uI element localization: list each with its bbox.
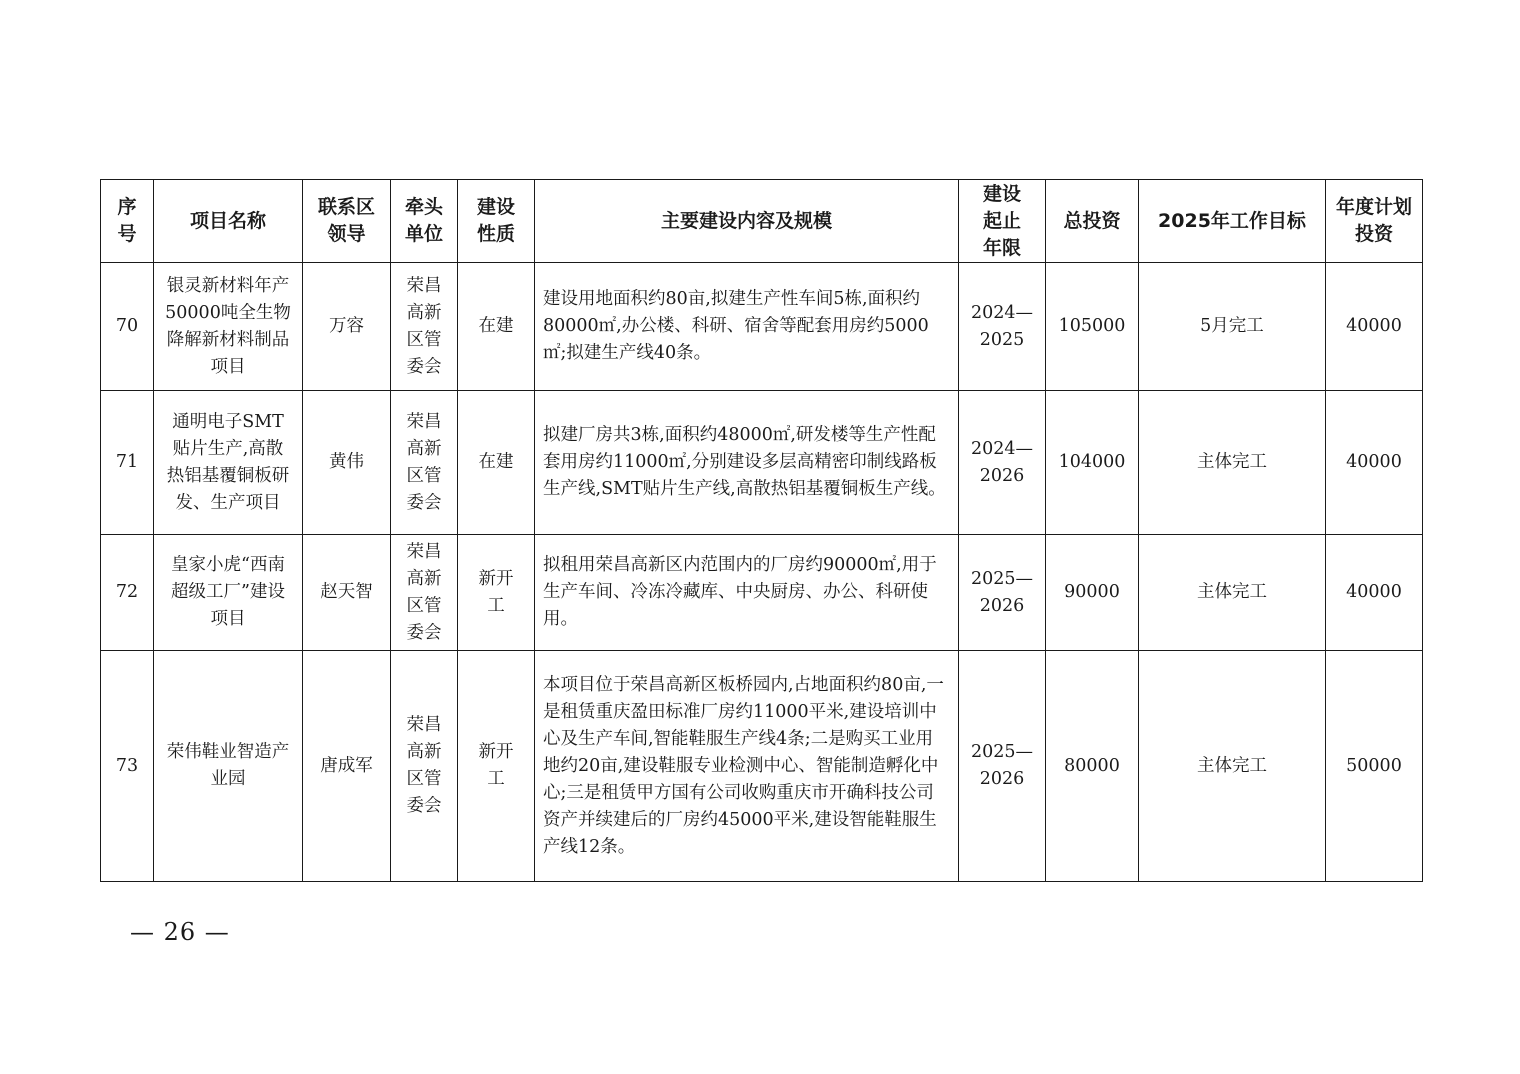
table-row: [101, 263, 1423, 391]
work-target: 5月完工: [1139, 263, 1326, 391]
work-target: 主体完工: [1139, 391, 1326, 535]
contact-leader: 赵天智: [303, 535, 391, 651]
project-name: 银灵新材料年产50000吨全生物降解新材料制品项目: [154, 263, 303, 391]
project-name: 通明电子SMT贴片生产,高散热铝基覆铜板研发、生产项目: [154, 391, 303, 535]
contact-leader: 黄伟: [303, 391, 391, 535]
lead-unit: 荣昌高新区管委会: [391, 651, 458, 882]
construction-nature: 在建: [458, 391, 535, 535]
annual-investment: 40000: [1326, 535, 1423, 651]
table-row: [101, 651, 1423, 882]
table-header-row: [101, 180, 1423, 263]
row-number: 71: [101, 391, 154, 535]
row-number: 72: [101, 535, 154, 651]
row-number: 73: [101, 651, 154, 882]
header-cell: 牵头单位: [391, 180, 458, 263]
page-number: — 26 —: [130, 918, 230, 946]
construction-period: 2025—2026: [959, 651, 1046, 882]
construction-content: 拟租用荣昌高新区内范围内的厂房约90000㎡,用于生产车间、冷冻冷藏库、中央厨房、办公、科研使用。: [535, 535, 959, 651]
header-cell: 建设性质: [458, 180, 535, 263]
construction-period: 2024—2026: [959, 391, 1046, 535]
row-number: 70: [101, 263, 154, 391]
project-name: 皇家小虎“西南超级工厂”建设项目: [154, 535, 303, 651]
table-row: [101, 535, 1423, 651]
table-row: [101, 391, 1423, 535]
lead-unit: 荣昌高新区管委会: [391, 263, 458, 391]
total-investment: 90000: [1046, 535, 1139, 651]
annual-investment: 40000: [1326, 263, 1423, 391]
construction-content: 拟建厂房共3栋,面积约48000㎡,研发楼等生产性配套用房约11000㎡,分别建设多层高精密印制线路板生产线,SMT贴片生产线,高散热铝基覆铜板生产线。: [535, 391, 959, 535]
construction-nature: 在建: [458, 263, 535, 391]
construction-content: 建设用地面积约80亩,拟建生产性车间5栋,面积约80000㎡,办公楼、科研、宿舍等配套用房约5000㎡;拟建生产线40条。: [535, 263, 959, 391]
header-cell: 联系区领导: [303, 180, 391, 263]
header-cell: 建设起止年限: [959, 180, 1046, 263]
total-investment: 105000: [1046, 263, 1139, 391]
construction-nature: 新开工: [458, 651, 535, 882]
project-table: [100, 179, 1423, 882]
lead-unit: 荣昌高新区管委会: [391, 535, 458, 651]
project-name: 荣伟鞋业智造产业园: [154, 651, 303, 882]
contact-leader: 唐成军: [303, 651, 391, 882]
header-cell: 主要建设内容及规模: [535, 180, 959, 263]
work-target: 主体完工: [1139, 535, 1326, 651]
header-cell: 2025年工作目标: [1139, 180, 1326, 263]
construction-content: 本项目位于荣昌高新区板桥园内,占地面积约80亩,一是租赁重庆盈田标准厂房约11000平米,建设培训中心及生产车间,智能鞋服生产线4条;二是购买工业用地约20亩,建设鞋服专业检测中心、智能制造孵化中心;三是租赁甲方国有公司收购重庆市开确科技公司资产并续建后的厂房约45000平米,建设智能鞋服生产线12条。: [535, 651, 959, 882]
header-cell: 年度计划投资: [1326, 180, 1423, 263]
header-cell: 序号: [101, 180, 154, 263]
construction-nature: 新开工: [458, 535, 535, 651]
total-investment: 80000: [1046, 651, 1139, 882]
annual-investment: 40000: [1326, 391, 1423, 535]
header-cell: 总投资: [1046, 180, 1139, 263]
contact-leader: 万容: [303, 263, 391, 391]
construction-period: 2024—2025: [959, 263, 1046, 391]
total-investment: 104000: [1046, 391, 1139, 535]
lead-unit: 荣昌高新区管委会: [391, 391, 458, 535]
construction-period: 2025—2026: [959, 535, 1046, 651]
work-target: 主体完工: [1139, 651, 1326, 882]
header-cell: 项目名称: [154, 180, 303, 263]
annual-investment: 50000: [1326, 651, 1423, 882]
